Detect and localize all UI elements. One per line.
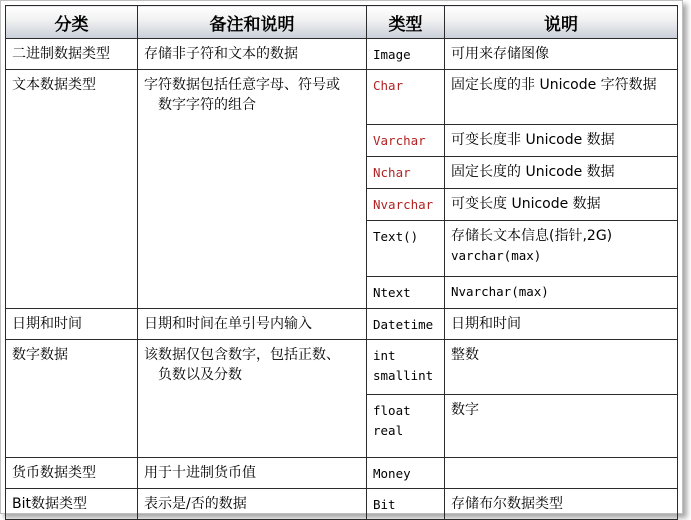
type-cell: Nvarchar bbox=[367, 189, 445, 221]
type-cell bbox=[367, 395, 445, 458]
table-row bbox=[6, 458, 678, 489]
header-type: 类型 bbox=[367, 6, 445, 39]
note-line: 负数以及分数 bbox=[158, 367, 242, 383]
table-row bbox=[6, 39, 678, 70]
note-cell bbox=[138, 340, 367, 458]
header-row bbox=[6, 6, 678, 39]
category-cell: 二进制数据类型 bbox=[6, 39, 138, 70]
note-cell: 日期和时间在单引号内输入 bbox=[138, 309, 367, 340]
category-cell: Bit数据类型 bbox=[6, 489, 138, 520]
description-cell bbox=[445, 70, 678, 125]
header-note: 备注和说明 bbox=[138, 6, 367, 39]
note-cell: 表示是/否的数据 bbox=[138, 489, 367, 520]
description-cell: 固定长度的 Unicode 数据 bbox=[445, 157, 678, 189]
type-line: float bbox=[373, 403, 411, 418]
type-cell: Char bbox=[367, 70, 445, 125]
table-row bbox=[6, 70, 678, 125]
note-cell bbox=[138, 70, 367, 309]
description-cell bbox=[445, 277, 678, 309]
note-line: 该数据仅包含数字，包括正数、 bbox=[144, 347, 340, 363]
description-cell bbox=[445, 458, 678, 489]
description-cell bbox=[445, 221, 678, 277]
note-cell: 用于十进制货币值 bbox=[138, 458, 367, 489]
data-types-table bbox=[5, 5, 678, 520]
note-line: 字符数据包括任意字母、符号或 bbox=[144, 77, 340, 93]
type-cell: Bit bbox=[367, 489, 445, 520]
table-row bbox=[6, 309, 678, 340]
header-category: 分类 bbox=[6, 6, 138, 39]
description-line: varchar(max) bbox=[451, 248, 542, 263]
type-line: real bbox=[373, 423, 404, 438]
description-cell: 可变长度非 Unicode 数据 bbox=[445, 125, 678, 157]
type-cell: Datetime bbox=[367, 309, 445, 340]
type-line: int bbox=[373, 348, 396, 363]
table-row bbox=[6, 489, 678, 520]
category-cell: 货币数据类型 bbox=[6, 458, 138, 489]
type-cell: Varchar bbox=[367, 125, 445, 157]
category-cell: 文本数据类型 bbox=[6, 70, 138, 309]
type-cell: Money bbox=[367, 458, 445, 489]
description-text: 固定长度的非 Unicode 字符数据 bbox=[451, 77, 657, 93]
description-cell: 整数 bbox=[445, 340, 678, 395]
type-cell: Image bbox=[367, 39, 445, 70]
description-cell: 日期和时间 bbox=[445, 309, 678, 340]
note-cell: 存储非子符和文本的数据 bbox=[138, 39, 367, 70]
description-cell: 存储布尔数据类型 bbox=[445, 489, 678, 520]
type-cell bbox=[367, 340, 445, 395]
description-cell: 数字 bbox=[445, 395, 678, 458]
type-cell: Text() bbox=[367, 221, 445, 277]
category-cell: 数字数据 bbox=[6, 340, 138, 458]
category-cell: 日期和时间 bbox=[6, 309, 138, 340]
description-line: 存储长文本信息(指针,2G) bbox=[451, 228, 613, 244]
note-line: 数字字符的组合 bbox=[158, 97, 256, 113]
description-text: Nvarchar(max) bbox=[451, 284, 549, 299]
header-description: 说明 bbox=[445, 6, 678, 39]
type-cell: Ntext bbox=[367, 277, 445, 309]
type-cell: Nchar bbox=[367, 157, 445, 189]
type-line: smallint bbox=[373, 368, 434, 383]
description-cell: 可用来存储图像 bbox=[445, 39, 678, 70]
description-cell: 可变长度 Unicode 数据 bbox=[445, 189, 678, 221]
table-row bbox=[6, 340, 678, 395]
